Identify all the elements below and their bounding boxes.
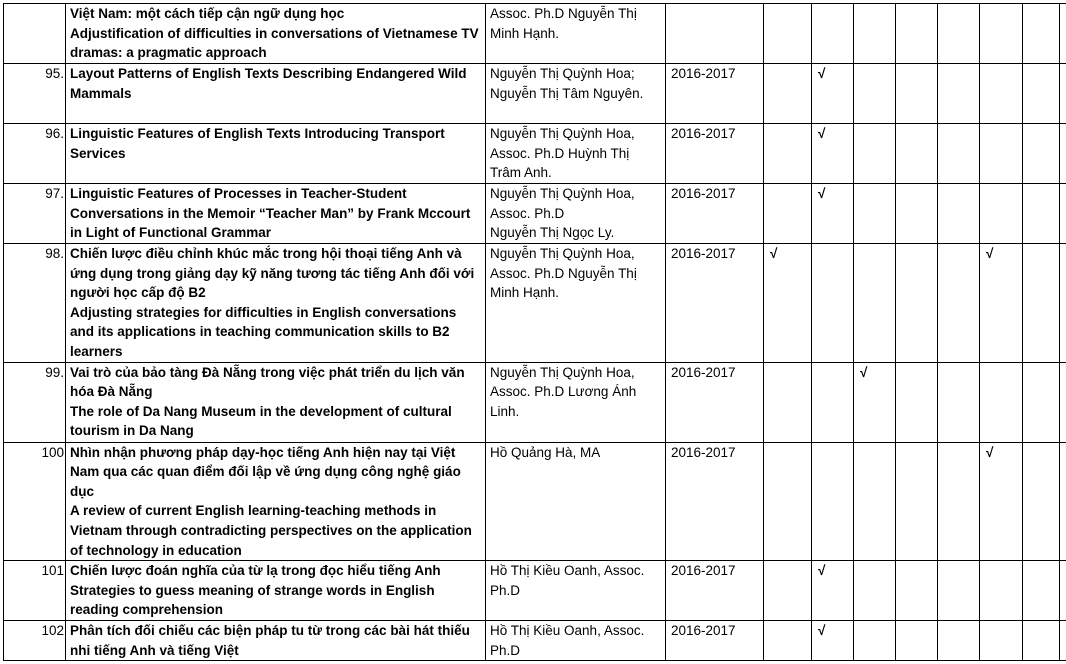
check-mark-cell: √ [812, 561, 854, 621]
author-line: Nguyễn Thị Quỳnh Hoa, Assoc. Ph.D Nguyễn Thị Minh Hạnh. [490, 246, 637, 301]
table-row [4, 64, 1066, 124]
check-mark-cell [854, 64, 896, 124]
academic-year: 2016-2017 [666, 64, 764, 124]
check-mark-cell [1023, 4, 1060, 64]
check-mark-cell [1060, 561, 1066, 621]
check-mark-cell: √ [812, 184, 854, 244]
row-number: 102 [4, 621, 66, 661]
project-title-line: Nhìn nhận phương pháp dạy-học tiếng Anh hiện nay tại Việt Nam qua các quan điểm đối lập về ứng dụng công nghệ giáo dục [70, 444, 461, 499]
author-line: Nguyễn Thị Quỳnh Hoa; Nguyễn Thị Tâm Nguyên. [490, 66, 644, 101]
check-mark-cell [938, 561, 980, 621]
author-line: Hồ Quảng Hà, MA [490, 444, 601, 460]
author-line: Nguyễn Thị Quỳnh Hoa, Assoc. Ph.D Huỳnh Thị Trâm Anh. [490, 126, 635, 181]
check-mark-cell [980, 184, 1023, 244]
table-row [4, 442, 1066, 561]
academic-year: 2016-2017 [666, 124, 764, 184]
academic-year: 2016-2017 [666, 244, 764, 363]
check-mark-cell [812, 442, 854, 561]
check-mark-cell [1060, 64, 1066, 124]
check-mark-cell [854, 621, 896, 661]
check-mark-cell [764, 184, 812, 244]
project-title-cell [66, 64, 486, 124]
authors-cell [486, 4, 666, 64]
table-row [4, 124, 1066, 184]
check-mark-cell [980, 621, 1023, 661]
research-projects-table [3, 3, 1066, 661]
project-title-line: Chiến lược điều chỉnh khúc mắc trong hội thoại tiếng Anh và ứng dụng trong giảng dạy kỹ năng tương tác tiếng Anh đối với người học cấp độ B2 [70, 246, 475, 301]
check-mark-cell [764, 561, 812, 621]
check-mark-cell [854, 244, 896, 363]
table-row [4, 4, 1066, 64]
project-title-cell [66, 362, 486, 442]
academic-year: 2016-2017 [666, 561, 764, 621]
check-mark-cell [938, 244, 980, 363]
authors-cell [486, 362, 666, 442]
check-mark-cell [764, 362, 812, 442]
table-row [4, 561, 1066, 621]
check-mark-cell [1060, 362, 1066, 442]
check-mark-cell [1023, 64, 1060, 124]
check-mark-cell [764, 124, 812, 184]
academic-year: 2016-2017 [666, 621, 764, 661]
project-title-cell [66, 621, 486, 661]
author-line: Hồ Thị Kiều Oanh, Assoc. Ph.D [490, 623, 645, 658]
check-mark-cell [854, 561, 896, 621]
check-mark-cell [896, 442, 938, 561]
project-title-line: Layout Patterns of English Texts Describing Endangered Wild Mammals [70, 66, 467, 101]
check-mark-cell [896, 561, 938, 621]
check-mark-cell [1023, 124, 1060, 184]
check-mark-cell [854, 442, 896, 561]
project-title-cell [66, 442, 486, 561]
row-number: 96. [4, 124, 66, 184]
check-mark-cell [1060, 442, 1066, 561]
check-mark-cell [812, 244, 854, 363]
academic-year: 2016-2017 [666, 184, 764, 244]
check-mark-cell [896, 244, 938, 363]
check-mark-cell [1060, 621, 1066, 661]
project-title-line: Chiến lược đoán nghĩa của từ lạ trong đọc hiểu tiếng Anh [70, 563, 441, 579]
check-mark-cell [854, 184, 896, 244]
check-mark-cell [980, 124, 1023, 184]
check-mark-cell [938, 184, 980, 244]
author-line: Nguyễn Thị Quỳnh Hoa, Assoc. Ph.D Lương Ánh Linh. [490, 364, 637, 419]
check-mark-cell [764, 64, 812, 124]
academic-year [666, 4, 764, 64]
project-title-cell [66, 244, 486, 363]
row-number: 98. [4, 244, 66, 363]
check-mark-cell [938, 124, 980, 184]
check-mark-cell [1023, 621, 1060, 661]
row-number: 95. [4, 64, 66, 124]
table-row [4, 621, 1066, 661]
project-title-line: Linguistic Features of English Texts Introducing Transport Services [70, 126, 445, 161]
check-mark-cell [812, 4, 854, 64]
check-mark-cell [1023, 184, 1060, 244]
authors-cell [486, 64, 666, 124]
check-mark-cell [980, 561, 1023, 621]
check-mark-cell [980, 362, 1023, 442]
project-title-cell [66, 124, 486, 184]
author-line: Nguyễn Thị Quỳnh Hoa, Assoc. Ph.D [490, 186, 635, 221]
table-row [4, 244, 1066, 363]
project-title-line: Vai trò của bảo tàng Đà Nẵng trong việc phát triển du lịch văn hóa Đà Nẵng [70, 364, 465, 400]
author-line: Hồ Thị Kiều Oanh, Assoc. Ph.D [490, 563, 645, 598]
project-title-cell [66, 184, 486, 244]
check-mark-cell [764, 621, 812, 661]
academic-year: 2016-2017 [666, 442, 764, 561]
row-number: 101 [4, 561, 66, 621]
check-mark-cell: √ [980, 244, 1023, 363]
check-mark-cell [938, 621, 980, 661]
check-mark-cell [764, 4, 812, 64]
check-mark-cell [896, 4, 938, 64]
author-line: Nguyễn Thị Ngọc Ly. [490, 225, 615, 241]
project-title-line: The role of Da Nang Museum in the development of cultural tourism in Da Nang [70, 403, 452, 439]
authors-cell [486, 184, 666, 244]
check-mark-cell [896, 362, 938, 442]
table-row [4, 184, 1066, 244]
project-title-line: Việt Nam: một cách tiếp cận ngữ dụng học [70, 6, 345, 21]
row-number: 100 [4, 442, 66, 561]
check-mark-cell [896, 621, 938, 661]
check-mark-cell [1060, 124, 1066, 184]
project-title-line: Adjustification of difficulties in conversations of Vietnamese TV dramas: a pragmatic approach [70, 25, 479, 61]
row-number: 97. [4, 184, 66, 244]
check-mark-cell [854, 4, 896, 64]
check-mark-cell: √ [854, 362, 896, 442]
check-mark-cell [896, 184, 938, 244]
check-mark-cell [1023, 362, 1060, 442]
authors-cell [486, 442, 666, 561]
check-mark-cell [854, 124, 896, 184]
check-mark-cell [1023, 561, 1060, 621]
authors-cell [486, 244, 666, 363]
check-mark-cell: √ [812, 64, 854, 124]
authors-cell [486, 124, 666, 184]
check-mark-cell: √ [812, 124, 854, 184]
project-title-line: Phân tích đối chiếu các biện pháp tu từ trong các bài hát thiếu nhi tiếng Anh và tiếng Việt [70, 623, 470, 658]
author-line: Assoc. Ph.D Nguyễn Thị Minh Hạnh. [490, 6, 637, 41]
project-title-line: Adjusting strategies for difficulties in English conversations and its applications in teaching communication skills to B2 learners [70, 304, 457, 359]
check-mark-cell [980, 4, 1023, 64]
check-mark-cell [1023, 244, 1060, 363]
check-mark-cell [1060, 4, 1066, 64]
check-mark-cell: √ [812, 621, 854, 661]
project-title-cell [66, 4, 486, 64]
authors-cell [486, 621, 666, 661]
check-mark-cell [1060, 244, 1066, 363]
check-mark-cell [938, 4, 980, 64]
check-mark-cell [896, 124, 938, 184]
check-mark-cell [1060, 184, 1066, 244]
project-title-line: Strategies to guess meaning of strange words in English reading comprehension [70, 582, 435, 618]
project-title-line: Linguistic Features of Processes in Teacher-Student Conversations in the Memoir “Teacher Man” by Frank Mccourt in Light of Functional Grammar [70, 186, 471, 241]
project-title-line: A review of current English learning-teaching methods in Vietnam through contradicting perspectives on the application of technology in education [70, 503, 472, 558]
check-mark-cell [938, 442, 980, 561]
row-number: 99. [4, 362, 66, 442]
check-mark-cell [896, 64, 938, 124]
table-row [4, 362, 1066, 442]
check-mark-cell: √ [764, 244, 812, 363]
check-mark-cell [1023, 442, 1060, 561]
check-mark-cell [764, 442, 812, 561]
authors-cell [486, 561, 666, 621]
project-title-cell [66, 561, 486, 621]
check-mark-cell [938, 362, 980, 442]
check-mark-cell [812, 362, 854, 442]
check-mark-cell [938, 64, 980, 124]
academic-year: 2016-2017 [666, 362, 764, 442]
check-mark-cell [980, 64, 1023, 124]
row-number [4, 4, 66, 64]
check-mark-cell: √ [980, 442, 1023, 561]
